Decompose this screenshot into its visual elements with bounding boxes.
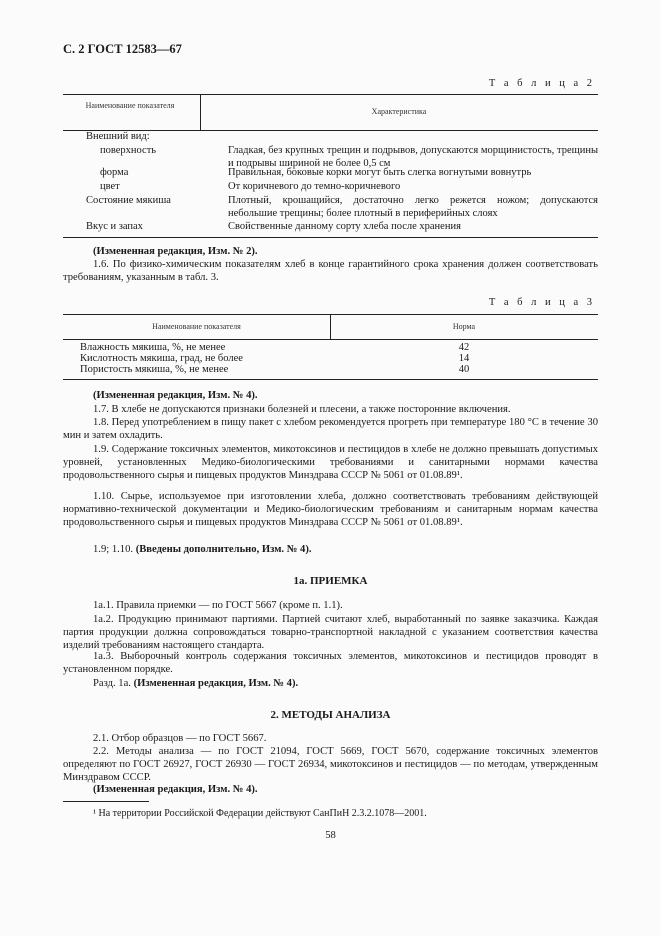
paragraph-2-1: 2.1. Отбор образцов — по ГОСТ 5667. xyxy=(93,733,267,744)
paragraph-1-6: 1.6. По физико-химическим показателям хлеб в конце гарантийного срока хранения должен соответствовать требованиям, указанным в табл. 3. xyxy=(63,259,598,283)
note-bold: (Введены дополнительно, Изм. № 4). xyxy=(135,544,312,555)
table3-row-value: 40 xyxy=(458,364,470,375)
table2-row-text: Гладкая, без крупных трещин и подрывов, допускаются морщинистость, трещины и подрывы шириной не более 0,5 см xyxy=(228,145,598,169)
table3-row-label: Влажность мякиша, %, не менее xyxy=(80,342,226,353)
table2-group-label: Внешний вид: xyxy=(86,131,150,142)
note-prefix: Разд. 1а. xyxy=(93,678,131,689)
page-number: 58 xyxy=(325,830,336,841)
table3-row-label: Пористость мякиша, %, не менее xyxy=(80,364,229,375)
paragraph-1a-2: 1а.2. Продукцию принимают партиями. Партией считают хлеб, выработанный по заявке заказчика. Каждая партия продукции должна сопровождаться товарно-транспортной накладной с указанием соответствия качества изделий требованиям настоящего стандарта. xyxy=(63,614,598,651)
table2-row-label: форма xyxy=(100,167,129,178)
section-1a-note xyxy=(63,678,598,691)
note-bold: (Измененная редакция, Изм. № 4). xyxy=(133,678,299,689)
paragraph-1-10: 1.10. Сырье, используемое при изготовлении хлеба, должно соответствовать требованиям действующей нормативно-технической документации и Медико-биологическим требованиям и санитарным нормам качества продовольственного сырья и пищевых продуктов Минздрава СССР № 5061 от 01.08.89¹. xyxy=(63,491,598,528)
table2-col2-header: Характеристика xyxy=(371,107,427,116)
table2-row-text: Плотный, крошащийся, достаточно легко режется ножом; допускаются небольшие трещины; более плотный в периферийных слоях xyxy=(228,195,598,219)
paragraph-1a-1: 1а.1. Правила приемки — по ГОСТ 5667 (кроме п. 1.1). xyxy=(93,600,343,611)
table2-row-text: Свойственные данному сорту хлеба после хранения xyxy=(228,221,461,232)
table3-header-rule xyxy=(63,339,598,340)
paragraph-1-9-1-10-note xyxy=(63,544,598,557)
table2-row-label: Состояние мякиша xyxy=(86,195,171,206)
paragraph-1-8: 1.8. Перед употреблением в пищу пакет с хлебом рекомендуется прогреть при температуре 180 °С в течение 30 мин и затем охладить. xyxy=(63,417,598,441)
note-prefix: 1.9; 1.10. xyxy=(93,544,134,555)
table2-row-label: цвет xyxy=(100,181,120,192)
page-header: С. 2 ГОСТ 12583—67 xyxy=(63,42,182,56)
table3-col2-header: Норма xyxy=(452,322,476,331)
footnote-rule xyxy=(63,801,149,802)
table2-caption: Т а б л и ц а 2 xyxy=(488,78,595,89)
table2-row-label: поверхность xyxy=(100,145,157,156)
table2-bottom-rule xyxy=(63,237,598,238)
table3-col1-header: Наименование показателя xyxy=(152,322,241,331)
amendment-note: (Измененная редакция, Изм. № 4). xyxy=(93,390,258,401)
paragraph-1-9: 1.9. Содержание токсичных элементов, микотоксинов и пестицидов в хлебе не должно превышать допустимых уровней, установленных Медико-биологическими требованиями и санитарными нормами качества продовольственного сырья и пищевых продуктов Минздрава СССР № 5061 от 01.08.89¹. xyxy=(63,444,598,481)
amendment-note: (Измененная редакция, Изм. № 4). xyxy=(93,784,258,795)
table3-row-label: Кислотность мякиша, град, не более xyxy=(80,353,243,364)
table2-row-label: Вкус и запах xyxy=(86,221,143,232)
table3-caption: Т а б л и ц а 3 xyxy=(488,297,595,308)
table2-col1-header: Наименование показателя xyxy=(85,101,175,110)
paragraph-2-2: 2.2. Методы анализа — по ГОСТ 21094, ГОСТ 5669, ГОСТ 5670, содержание токсичных элементов определяют по ГОСТ 26927, ГОСТ 26930 — ГОСТ 26934, микотоксинов и пестицидов — по методам, утвержденным Минздравом СССР. xyxy=(63,746,598,783)
table3-bottom-rule xyxy=(63,379,598,380)
amendment-note: (Измененная редакция, Изм. № 2). xyxy=(93,246,258,257)
paragraph-1-7: 1.7. В хлебе не допускаются признаки болезней и плесени, а также посторонние включения. xyxy=(93,404,511,415)
section-heading-1a: 1а. ПРИЕМКА xyxy=(293,575,368,587)
footnote: ¹ На территории Российской Федерации действуют СанПиН 2.3.2.1078—2001. xyxy=(93,808,427,819)
paragraph-1a-3: 1а.3. Выборочный контроль содержания токсичных элементов, микотоксинов и пестицидов проводят в установленном порядке. xyxy=(63,651,598,675)
table3-row-value: 42 xyxy=(458,342,470,353)
table3-row-value: 14 xyxy=(458,353,470,364)
section-heading-2: 2. МЕТОДЫ АНАЛИЗА xyxy=(270,709,391,721)
table2-row-text: От коричневого до темно-коричневого xyxy=(228,181,401,192)
table2-row-text: Правильная, боковые корки могут быть слегка вогнутыми вовнутрь xyxy=(228,167,532,178)
table2-top-rule xyxy=(63,94,598,95)
